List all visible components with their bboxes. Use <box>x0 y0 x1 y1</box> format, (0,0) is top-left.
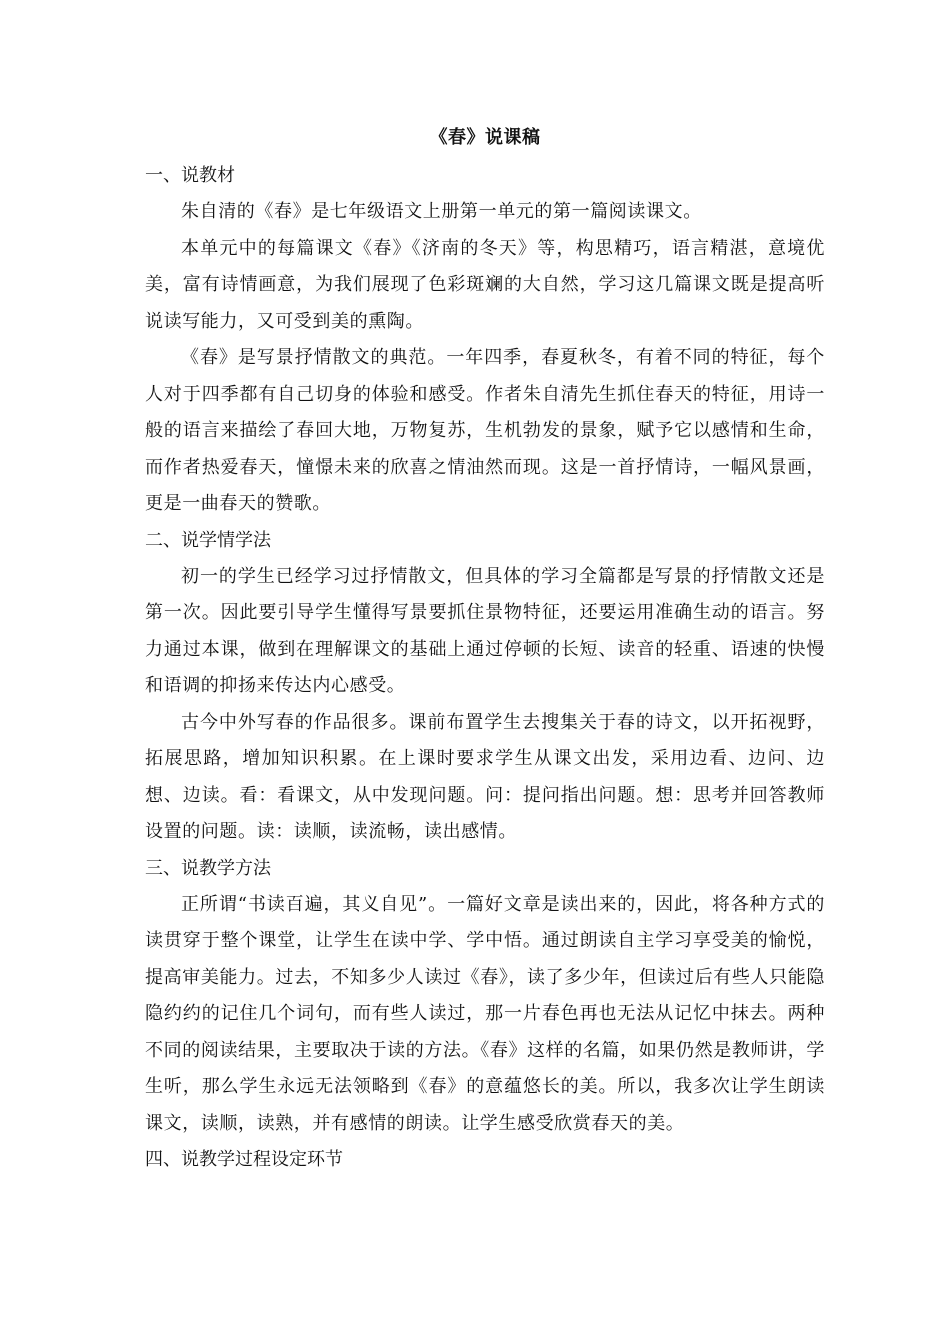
page-title: 《春》说课稿 <box>429 127 541 148</box>
paragraph: 正所谓“书读百遍，其义自见”。一篇好文章是读出来的，因此，将各种方式的读贯穿于整个课堂，让学生在读中学、学中悟。通过朗读自主学习享受美的愉悦，提高审美能力。过去，不知多少人读过《春》，读了多少年，但读过后有些人只能隐隐约约的记住几个词句，而有些人读过，那一片春色再也无法从记忆中抹去。两种不同的阅读结果，主要取决于读的方法。《春》这样的名篇，如果仍然是教师讲，学生听，那么学生永远无法领略到《春》的意蕴悠长的美。所以，我多次让学生朗读课文，读顺，读熟，并有感情的朗读。让学生感受欣赏春天的美。 <box>145 893 825 1134</box>
section-student-learning <box>145 523 825 851</box>
section-heading: 一、说教材 <box>145 165 235 186</box>
paragraph: 本单元中的每篇课文《春》《济南的冬天》等，构思精巧，语言精湛，意境优美，富有诗情画意，为我们展现了色彩斑斓的大自然，学习这几篇课文既是提高听说读写能力，又可受到美的熏陶。 <box>145 237 825 332</box>
section-teaching-material <box>145 158 825 523</box>
section-heading: 二、说学情学法 <box>145 529 271 551</box>
paragraph: 初一的学生已经学习过抒情散文，但具体的学习全篇都是写景的抒情散文还是第一次。因此要引导学生懂得写景要抓住景物特征，还要运用准确生动的语言。努力通过本课，做到在理解课文的基础上通过停顿的长短、读音的轻重、语速的快慢和语调的抑扬来传达内心感受。 <box>145 565 825 696</box>
section-heading: 四、说教学过程设定环节 <box>145 1149 343 1170</box>
section-teaching-method <box>145 851 825 1143</box>
paragraph: 古今中外写春的作品很多。课前布置学生去搜集关于春的诗文，以开拓视野，拓展思路，增加知识积累。在上课时要求学生从课文出发，采用边看、边问、边想、边读。看：看课文，从中发现问题。问：提问指出问题。想：思考并回答教师设置的问题。读：读顺，读流畅，读出感情。 <box>145 711 825 842</box>
section-heading: 三、说教学方法 <box>145 857 271 879</box>
document-page <box>145 124 825 1178</box>
paragraph: 《春》是写景抒情散文的典范。一年四季，春夏秋冬，有着不同的特征，每个人对于四季都有自己切身的体验和感受。作者朱自清先生抓住春天的特征，用诗一般的语言来描绘了春回大地，万物复苏，生机勃发的景象，赋予它以感情和生命，而作者热爱春天，憧憬未来的欣喜之情油然而现。这是一首抒情诗，一幅风景画，更是一曲春天的赞歌。 <box>145 347 825 514</box>
section-teaching-process <box>145 1142 825 1178</box>
paragraph: 朱自清的《春》是七年级语文上册第一单元的第一篇阅读课文。 <box>181 201 702 222</box>
